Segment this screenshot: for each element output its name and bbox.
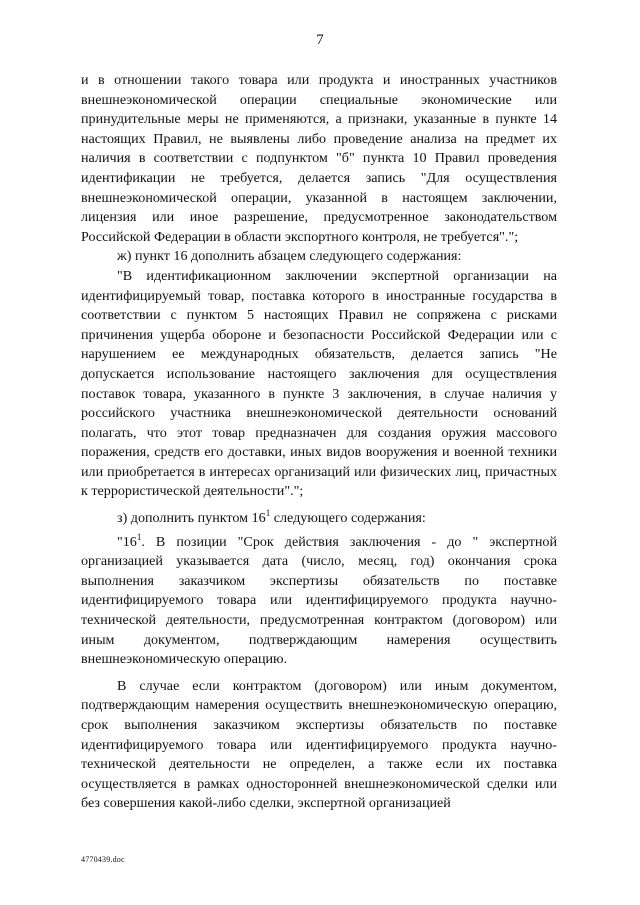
page-number: 7 xyxy=(316,32,324,48)
paragraph-undefined-term: В случае если контрактом (договором) или иным документом, подтверждающим намерения осуществить внешнеэкономическую операцию, срок выполнения заказчиком экспертизы обязательств по поставке идентифицируемого товара или идентифицируемого продукта научно-технической деятельности не определен, а также если их поставка осуществляется в рамках односторонней внешнеэкономической сделки или без совершения какой-либо сделки, экспертной организацией xyxy=(81,677,557,812)
paragraph-item-z xyxy=(81,509,557,529)
document-body xyxy=(81,71,557,814)
footer-filename: 4770439.doc xyxy=(81,855,125,864)
paragraph-point-16-1 xyxy=(81,533,557,670)
paragraph-item-zh: ж) пункт 16 дополнить абзацем следующего содержания: xyxy=(117,248,462,265)
paragraph-point-16-1-number: "16 xyxy=(117,533,137,550)
paragraph-quote-identification: "В идентификационном заключении экспертной организации на идентифицируемый товар, поставка которого в иностранные государства в соответствии с пунктом 5 настоящих Правил не сопряжена с рисками причинения ущерба обороне и безопасности Российской Федерации или с нарушением ее международных обязательств, делается запись "Не допускается использование настоящего заключения для осуществления поставок товара, указанного в пункте 3 заключения, в случае наличия у российского участника внешнеэкономической деятельности оснований полагать, что этот товар предназначен для создания оружия массового поражения, средств его доставки, иных видов вооружения и военной техники или приобретается в интересах организаций или физических лиц, причастных к террористической деятельности"."; xyxy=(81,267,557,500)
paragraph-continuation: и в отношении такого товара или продукта и иностранных участников внешнеэкономической операции специальные экономические или принудительные меры не применяются, а признаки, указанные в пункте 14 настоящих Правил, не выявлены либо проведение анализа на предмет их наличия в соответствии с подпунктом "б" пункта 10 Правил проведения идентификации не требуется, делается запись "Для осуществления внешнеэкономической операции, указанной в настоящем заключении, лицензия или иное разрешение, предусмотренное законодательством Российской Федерации в области экспортного контроля, не требуется"."; xyxy=(81,72,557,245)
paragraph-item-z-tail: следующего содержания: xyxy=(270,510,426,527)
paragraph-point-16-1-text: . В позиции "Срок действия заключения - до " экспертной организацией указывается дата (число, месяц, год) окончания срока выполнения заказчиком экспертизы обязательств по поставке идентифицируемого товара или идентифицируемого продукта научно-технической деятельности, предусмотренная контрактом (договором) или иным документом, подтверждающим намерения осуществить внешнеэкономическую операцию. xyxy=(81,533,557,668)
paragraph-item-z-text: з) дополнить пунктом 16 xyxy=(117,510,266,527)
superscript-marker: 1 xyxy=(136,531,142,542)
superscript-marker: 1 xyxy=(265,508,271,519)
